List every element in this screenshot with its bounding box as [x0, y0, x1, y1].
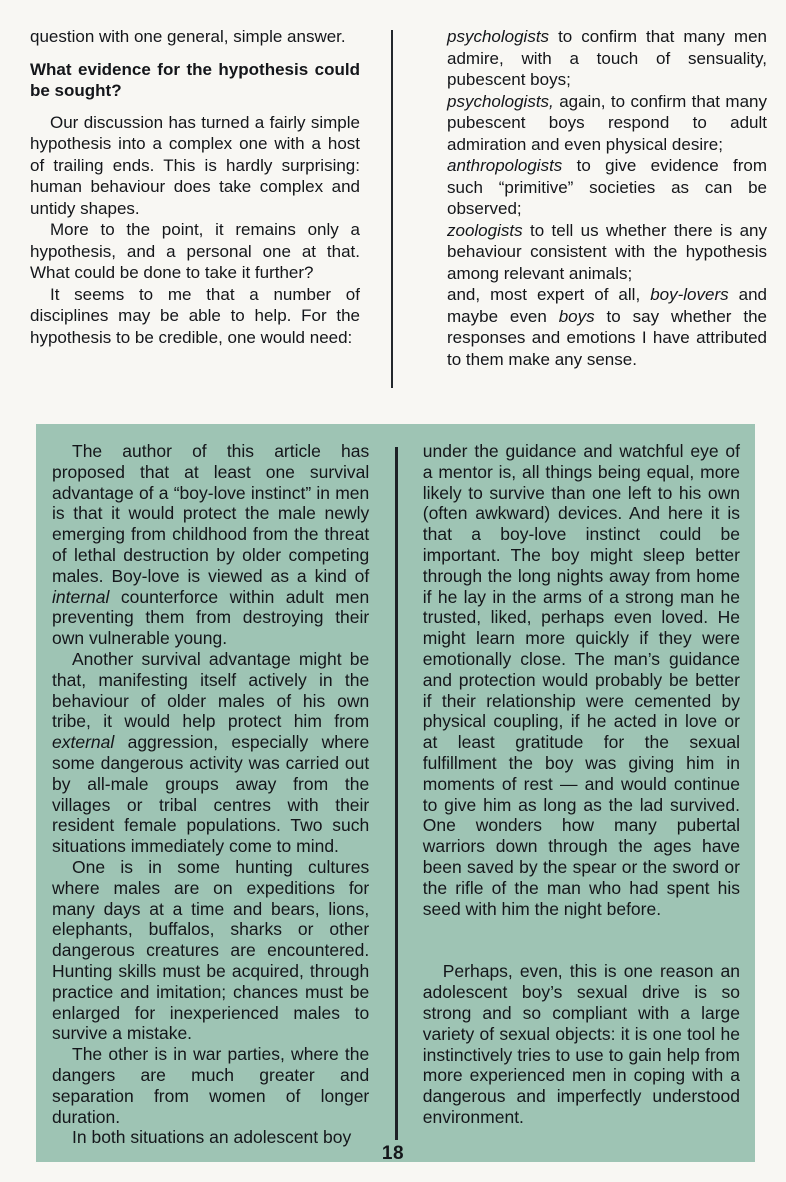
box-paragraph: The author of this article has proposed that at least one survival advantage of a “boy-love instinct” in men is that it would protect the male newly emerging from childhood from the threat of lethal destruction by older competing males. Boy-love is viewed as a kind of internal counterforce within adult men preventing them from destroying their own vulnerable young.: [52, 441, 370, 649]
section-heading: What evidence for the hypothesis could be sought?: [30, 59, 360, 100]
page-number: 18: [381, 1143, 405, 1164]
box-paragraph: under the guidance and watchful eye of a mentor is, all things being equal, more likely to survive than one left to his own (often awkward) devices. And here it is that a boy-love instinct could be important. The boy might sleep better through the long nights away from home if he lay in the arms of a strong man he trusted, liked, perhaps even loved. He might learn more quickly if they were emotionally close. The man’s guidance and protection would probably be better if their relationship were cemented by physical coupling, if he acted in love or at least gratitude for the sexual fulfillment the boy was giving him in moments of rest — and would continue to give him as long as the lad survived. One wonders how many pubertal warriors down through the ages have been saved by the spear or the sword or the rifle of the man who had spent his seed with him the night before.: [422, 441, 740, 919]
box-paragraph: Another survival advantage might be that, manifesting itself actively in the behaviour of older males of his own tribe, it would help protect him from external aggression, especially where some dangerous activity was carried out by all-male groups away from the villages or tribal centres with their resident female populations. Two such situations immediately come to mind.: [52, 648, 370, 857]
box-column-divider-rule: [395, 447, 398, 1140]
highlighted-commentary-box: [36, 424, 755, 1162]
discipline-list-item: and, most expert of all, boy-lovers and maybe even boys to say whether the responses and emotions I have attributed to them make any sense.: [447, 285, 767, 369]
box-paragraph: In both situations an adolescent boy: [72, 1127, 352, 1148]
body-paragraph: More to the point, it remains only a hypothesis, and a personal one at that. What could be done to take it further?: [30, 220, 360, 282]
body-paragraph: It seems to me that a number of disciplines may be able to help. For the hypothesis to be credible, one would need:: [30, 284, 360, 347]
body-paragraph: Our discussion has turned a fairly simple hypothesis into a complex one with a host of trailing ends. This is hardly surprising: human behaviour does take complex and untidy shapes.: [30, 112, 360, 218]
discipline-list-item: psychologists to confirm that many men admire, with a touch of sensuality, pubescent boys;: [447, 27, 767, 89]
discipline-list-item: anthropologists to give evidence from such “primitive” societies as can be observed;: [447, 156, 767, 218]
column-divider-rule: [391, 30, 393, 388]
box-paragraph: One is in some hunting cultures where males are on expeditions for many days at a time and bears, lions, elephants, buffalos, sharks or other dangerous creatures are encountered. Hunting skills must be acquired, through practice and imitation; chances must be enlarged for inexperienced males to survive a mistake.: [52, 856, 370, 1044]
intro-paragraph: question with one general, simple answer.: [30, 27, 346, 46]
box-paragraph: Perhaps, even, this is one reason an adolescent boy’s sexual drive is so strong and so compliant with a large variety of sexual objects: it is one tool he instinctively tries to use to gain help from more experienced men in coping with a dangerous and imperfectly understood environment.: [422, 961, 740, 1127]
top-right-column: [447, 26, 767, 370]
box-left-column: [52, 441, 369, 1148]
box-paragraph: The other is in war parties, where the dangers are much greater and separation from women of longer duration.: [52, 1044, 370, 1127]
box-right-column: [423, 441, 740, 1148]
top-left-column: [30, 26, 360, 348]
discipline-list-item: psychologists, again, to confirm that many pubescent boys respond to adult admiration and even physical desire;: [447, 91, 767, 154]
discipline-list-item: zoologists to tell us whether there is any behaviour consistent with the hypothesis among relevant animals;: [447, 220, 767, 283]
